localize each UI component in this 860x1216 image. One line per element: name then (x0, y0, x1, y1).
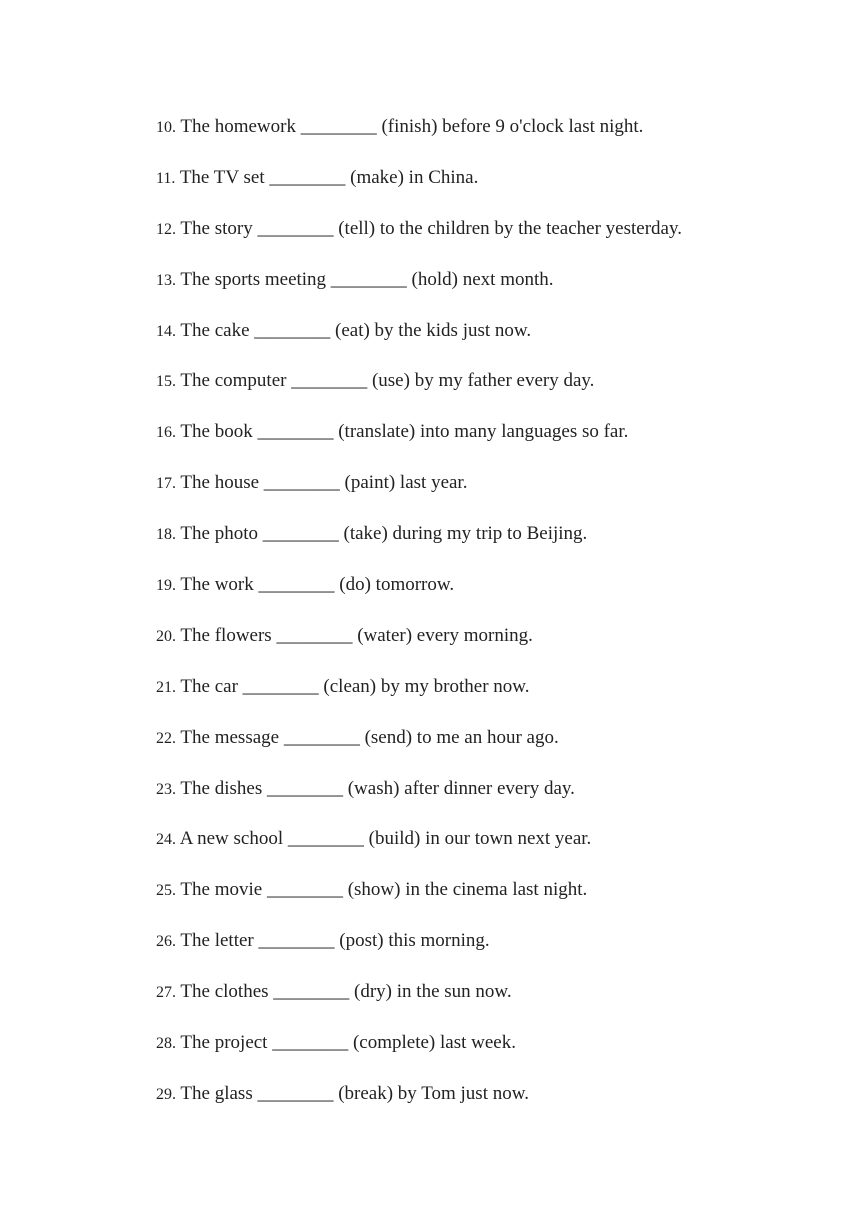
question-item (156, 1030, 816, 1081)
question-item (156, 267, 816, 318)
question-item (156, 1081, 816, 1132)
question-number: 20. (156, 627, 176, 645)
question-number: 25. (156, 882, 176, 900)
question-number: 11. (156, 169, 176, 187)
question-text: The book ________ (translate) into many languages so far. (180, 421, 629, 443)
question-list (156, 114, 816, 1132)
question-number: 27. (156, 984, 176, 1002)
question-text: The computer ________ (use) by my father every day. (180, 370, 595, 392)
question-text: The glass ________ (break) by Tom just now. (180, 1082, 529, 1104)
question-number: 26. (156, 933, 176, 951)
question-number: 22. (156, 729, 176, 747)
question-number: 29. (156, 1085, 176, 1103)
question-text: The movie ________ (show) in the cinema last night. (180, 879, 588, 901)
question-text: The letter ________ (post) this morning. (180, 930, 490, 952)
question-number: 21. (156, 678, 176, 696)
question-item (156, 572, 816, 623)
question-text: The clothes ________ (dry) in the sun now. (180, 981, 512, 1003)
question-text: The message ________ (send) to me an hour ago. (180, 726, 559, 748)
question-item (156, 674, 816, 725)
question-item (156, 165, 816, 216)
question-text: The story ________ (tell) to the children by the teacher yesterday. (180, 217, 682, 239)
question-item (156, 419, 816, 470)
question-item (156, 368, 816, 419)
question-text: The homework ________ (finish) before 9 o'clock last night. (180, 116, 644, 137)
question-number: 10. (156, 119, 176, 136)
question-text: The car ________ (clean) by my brother now. (180, 675, 530, 697)
question-number: 13. (156, 271, 176, 289)
question-number: 18. (156, 526, 176, 544)
question-text: The dishes ________ (wash) after dinner every day. (180, 777, 575, 799)
question-item (156, 877, 816, 928)
question-item (156, 826, 816, 877)
question-text: The project ________ (complete) last week. (180, 1032, 516, 1054)
question-item (156, 979, 816, 1030)
question-text: The flowers ________ (water) every morning. (180, 624, 533, 646)
question-item (156, 114, 816, 165)
question-item (156, 623, 816, 674)
question-item (156, 928, 816, 979)
question-text: A new school ________ (build) in our town next year. (179, 828, 592, 850)
question-text: The cake ________ (eat) by the kids just now. (180, 319, 532, 341)
question-number: 24. (156, 831, 176, 849)
question-text: The work ________ (do) tomorrow. (180, 574, 455, 596)
question-item (156, 470, 816, 521)
question-text: The house ________ (paint) last year. (180, 472, 468, 494)
question-item (156, 521, 816, 572)
question-number: 28. (156, 1035, 176, 1053)
question-number: 19. (156, 577, 176, 595)
question-number: 16. (156, 424, 176, 442)
question-item (156, 725, 816, 776)
question-text: The photo ________ (take) during my trip to Beijing. (180, 523, 588, 545)
question-item (156, 216, 816, 267)
question-item (156, 776, 816, 827)
question-number: 17. (156, 475, 176, 493)
question-number: 12. (156, 220, 176, 238)
question-number: 14. (156, 322, 176, 340)
question-text: The TV set ________ (make) in China. (179, 166, 479, 188)
question-item (156, 318, 816, 369)
question-number: 15. (156, 373, 176, 391)
question-number: 23. (156, 780, 176, 798)
question-text: The sports meeting ________ (hold) next month. (180, 268, 554, 290)
